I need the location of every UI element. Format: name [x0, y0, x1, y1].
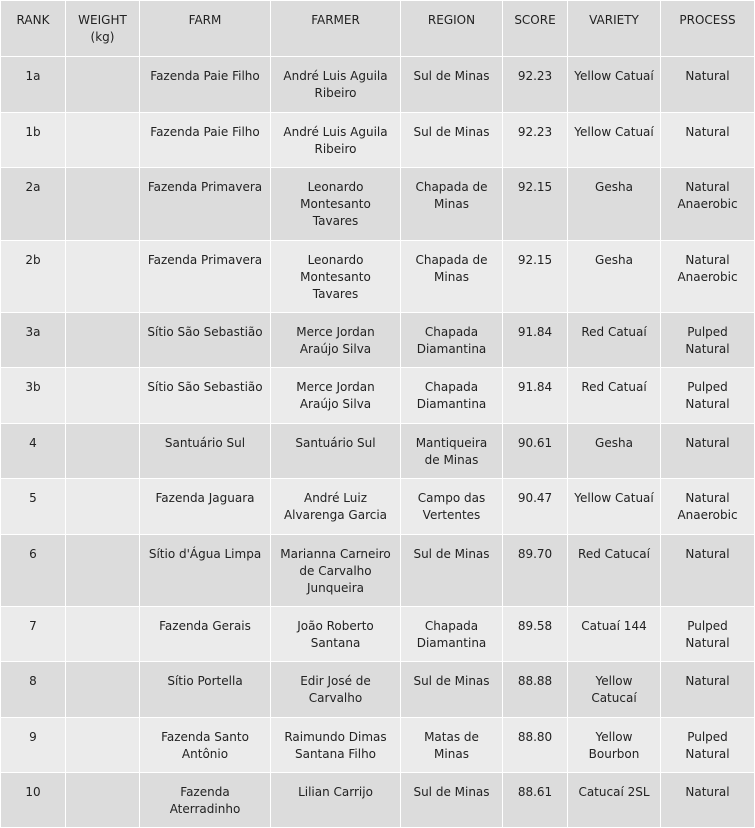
cell-farmer: André Luis Aguila Ribeiro — [271, 57, 401, 113]
cell-farmer: Leonardo Montesanto Tavares — [271, 241, 401, 313]
header-row — [1, 1, 755, 57]
cell-farmer: André Luis Aguila Ribeiro — [271, 113, 401, 168]
cell-weight — [66, 424, 140, 479]
header-weight: WEIGHT (kg) — [66, 1, 140, 57]
cell-score: 88.61 — [503, 773, 568, 828]
table-row — [1, 368, 755, 424]
cell-farmer: Edir José de Carvalho — [271, 662, 401, 718]
cell-region: Sul de Minas — [401, 57, 503, 113]
cell-farmer: Marianna Carneiro de Carvalho Junqueira — [271, 535, 401, 607]
cell-region: Chapada de Minas — [401, 168, 503, 241]
cell-variety: Red Catuaí — [568, 368, 661, 424]
cell-variety: Yellow Catuaí — [568, 479, 661, 535]
cell-weight — [66, 168, 140, 241]
cell-score: 88.88 — [503, 662, 568, 718]
header-farm: FARM — [140, 1, 271, 57]
cell-score: 90.61 — [503, 424, 568, 479]
cell-variety: Yellow Catuaí — [568, 113, 661, 168]
cell-score: 88.80 — [503, 718, 568, 773]
header-rank: RANK — [1, 1, 66, 57]
cell-score: 91.84 — [503, 313, 568, 368]
cell-farm: Sítio Portella — [140, 662, 271, 718]
table-row — [1, 773, 755, 828]
cell-process: Natural — [661, 113, 755, 168]
cell-process: Natural — [661, 773, 755, 828]
cell-weight — [66, 368, 140, 424]
cell-variety: Gesha — [568, 424, 661, 479]
cell-score: 92.23 — [503, 113, 568, 168]
cell-region: Sul de Minas — [401, 113, 503, 168]
cell-region: Campo das Vertentes — [401, 479, 503, 535]
cell-process: Natural — [661, 57, 755, 113]
table-row — [1, 168, 755, 241]
cell-weight — [66, 479, 140, 535]
table-body — [1, 57, 755, 828]
cell-score: 89.70 — [503, 535, 568, 607]
cell-weight — [66, 113, 140, 168]
cell-score: 91.84 — [503, 368, 568, 424]
cell-rank: 8 — [1, 662, 66, 718]
table-row — [1, 241, 755, 313]
cell-variety: Catuaí 144 — [568, 607, 661, 662]
cell-farmer: Merce Jordan Araújo Silva — [271, 313, 401, 368]
table-row — [1, 57, 755, 113]
cell-score: 92.15 — [503, 168, 568, 241]
table-row — [1, 313, 755, 368]
table-row — [1, 113, 755, 168]
table-row — [1, 535, 755, 607]
cell-rank: 3b — [1, 368, 66, 424]
cell-farm: Sítio São Sebastião — [140, 368, 271, 424]
cell-region: Mantiqueira de Minas — [401, 424, 503, 479]
cell-region: Chapada Diamantina — [401, 313, 503, 368]
cell-weight — [66, 535, 140, 607]
cell-rank: 1a — [1, 57, 66, 113]
cell-farm: Fazenda Paie Filho — [140, 57, 271, 113]
cell-variety: Yellow Catucaí — [568, 662, 661, 718]
cell-region: Chapada Diamantina — [401, 607, 503, 662]
cell-rank: 10 — [1, 773, 66, 828]
cell-region: Sul de Minas — [401, 662, 503, 718]
cell-weight — [66, 241, 140, 313]
cell-region: Chapada de Minas — [401, 241, 503, 313]
cell-process: Natural — [661, 535, 755, 607]
table-row — [1, 718, 755, 773]
cell-weight — [66, 313, 140, 368]
cell-rank: 2b — [1, 241, 66, 313]
cell-farm: Fazenda Santo Antônio — [140, 718, 271, 773]
cell-farmer: André Luiz Alvarenga Garcia — [271, 479, 401, 535]
table-row — [1, 662, 755, 718]
cell-score: 92.15 — [503, 241, 568, 313]
cell-rank: 1b — [1, 113, 66, 168]
cell-farm: Fazenda Primavera — [140, 168, 271, 241]
cell-region: Sul de Minas — [401, 535, 503, 607]
header-region: REGION — [401, 1, 503, 57]
cell-rank: 7 — [1, 607, 66, 662]
cell-variety: Gesha — [568, 168, 661, 241]
cell-rank: 2a — [1, 168, 66, 241]
header-process: PROCESS — [661, 1, 755, 57]
cell-farm: Fazenda Gerais — [140, 607, 271, 662]
cell-variety: Gesha — [568, 241, 661, 313]
cell-rank: 9 — [1, 718, 66, 773]
cell-process: Natural Anaerobic — [661, 168, 755, 241]
cell-farm: Sítio d'Água Limpa — [140, 535, 271, 607]
cell-score: 90.47 — [503, 479, 568, 535]
cell-variety: Yellow Catuaí — [568, 57, 661, 113]
cell-score: 92.23 — [503, 57, 568, 113]
cell-weight — [66, 57, 140, 113]
header-farmer: FARMER — [271, 1, 401, 57]
cell-farm: Sítio São Sebastião — [140, 313, 271, 368]
cell-farm: Fazenda Primavera — [140, 241, 271, 313]
cell-process: Pulped Natural — [661, 718, 755, 773]
cell-farm: Fazenda Paie Filho — [140, 113, 271, 168]
cell-region: Sul de Minas — [401, 773, 503, 828]
cell-process: Natural Anaerobic — [661, 479, 755, 535]
cell-variety: Catucaí 2SL — [568, 773, 661, 828]
cell-weight — [66, 607, 140, 662]
cell-farm: Santuário Sul — [140, 424, 271, 479]
cell-rank: 4 — [1, 424, 66, 479]
cell-process: Natural — [661, 662, 755, 718]
cell-farmer: Raimundo Dimas Santana Filho — [271, 718, 401, 773]
cell-weight — [66, 662, 140, 718]
table-row — [1, 607, 755, 662]
cell-process: Pulped Natural — [661, 368, 755, 424]
cell-farmer: João Roberto Santana — [271, 607, 401, 662]
header-score: SCORE — [503, 1, 568, 57]
cell-farmer: Merce Jordan Araújo Silva — [271, 368, 401, 424]
cell-rank: 5 — [1, 479, 66, 535]
header-variety: VARIETY — [568, 1, 661, 57]
cell-farm: Fazenda Aterradinho — [140, 773, 271, 828]
cell-farmer: Santuário Sul — [271, 424, 401, 479]
table-row — [1, 424, 755, 479]
cell-farmer: Lilian Carrijo — [271, 773, 401, 828]
cell-rank: 3a — [1, 313, 66, 368]
cell-variety: Yellow Bourbon — [568, 718, 661, 773]
cell-weight — [66, 773, 140, 828]
cell-region: Matas de Minas — [401, 718, 503, 773]
cell-variety: Red Catuaí — [568, 313, 661, 368]
cell-weight — [66, 718, 140, 773]
cell-process: Pulped Natural — [661, 313, 755, 368]
table-row — [1, 479, 755, 535]
cell-region: Chapada Diamantina — [401, 368, 503, 424]
cell-farm: Fazenda Jaguara — [140, 479, 271, 535]
cell-process: Natural Anaerobic — [661, 241, 755, 313]
cell-farmer: Leonardo Montesanto Tavares — [271, 168, 401, 241]
cell-variety: Red Catucaí — [568, 535, 661, 607]
cell-rank: 6 — [1, 535, 66, 607]
cell-process: Natural — [661, 424, 755, 479]
cell-score: 89.58 — [503, 607, 568, 662]
cell-process: Pulped Natural — [661, 607, 755, 662]
